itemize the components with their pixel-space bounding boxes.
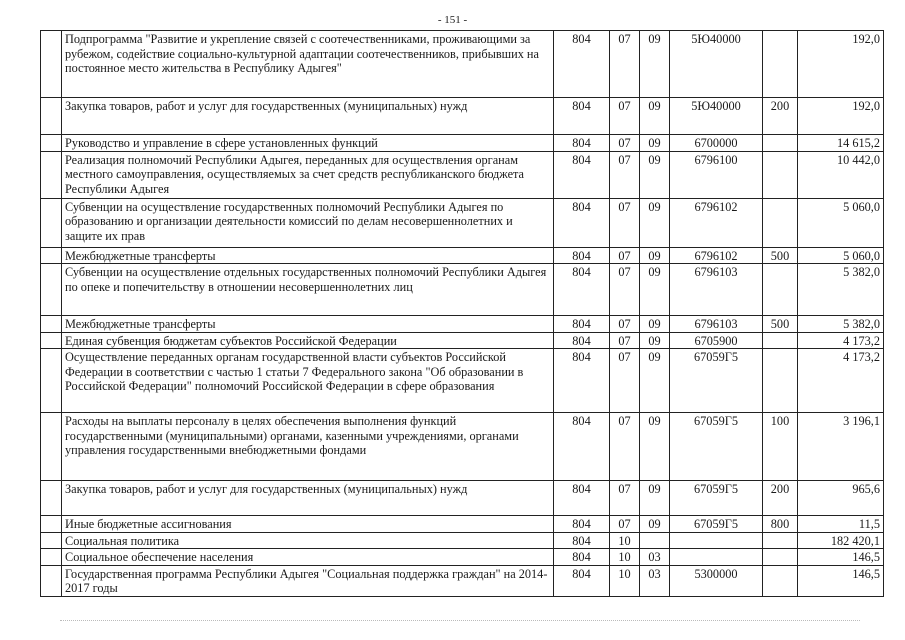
row-expense-type [763, 135, 798, 152]
row-amount: 3 196,1 [798, 413, 884, 481]
row-name: Государственная программа Республики Адыгея "Социальная поддержка граждан" на 2014-2017 годы [62, 565, 554, 596]
row-blank-cell [41, 151, 62, 198]
row-expense-type [763, 198, 798, 247]
row-blank-cell [41, 565, 62, 596]
row-ministry-code: 804 [554, 532, 610, 549]
row-name: Расходы на выплаты персоналу в целях обеспечения выполнения функций государственными (муниципальными) органами, казенными учреждениями, органами управления государственными внебюджетными фондами [62, 413, 554, 481]
row-expense-type [763, 332, 798, 349]
row-ministry-code: 804 [554, 247, 610, 264]
row-subsection-code [640, 532, 670, 549]
row-expense-type: 200 [763, 98, 798, 135]
row-blank-cell [41, 31, 62, 98]
row-section-code: 07 [610, 151, 640, 198]
row-blank-cell [41, 198, 62, 247]
row-ministry-code: 804 [554, 332, 610, 349]
row-section-code: 10 [610, 532, 640, 549]
row-section-code: 07 [610, 481, 640, 516]
row-section-code: 07 [610, 264, 640, 316]
table-row [41, 316, 884, 333]
row-expense-type: 200 [763, 481, 798, 516]
row-section-code: 07 [610, 247, 640, 264]
row-name: Субвенции на осуществление государственных полномочий Республики Адыгея по образованию и организации деятельности комиссий по делам несовершеннолетних и защите их прав [62, 198, 554, 247]
row-target-article: 67059Г5 [670, 413, 763, 481]
row-subsection-code: 09 [640, 264, 670, 316]
table-row [41, 31, 884, 98]
row-target-article: 6705900 [670, 332, 763, 349]
row-expense-type: 500 [763, 316, 798, 333]
row-expense-type: 800 [763, 516, 798, 533]
row-subsection-code: 09 [640, 135, 670, 152]
row-name: Субвенции на осуществление отдельных государственных полномочий Республики Адыгея по опеке и попечительству в отношении несовершеннолетних лиц [62, 264, 554, 316]
row-name: Социальная политика [62, 532, 554, 549]
row-subsection-code: 09 [640, 349, 670, 413]
row-target-article: 6796103 [670, 316, 763, 333]
row-section-code: 07 [610, 413, 640, 481]
row-amount: 11,5 [798, 516, 884, 533]
row-expense-type [763, 532, 798, 549]
row-amount: 5 060,0 [798, 198, 884, 247]
row-section-code: 07 [610, 31, 640, 98]
row-amount: 182 420,1 [798, 532, 884, 549]
row-amount: 965,6 [798, 481, 884, 516]
row-target-article: 6700000 [670, 135, 763, 152]
row-target-article: 5300000 [670, 565, 763, 596]
row-name: Межбюджетные трансферты [62, 316, 554, 333]
row-expense-type: 100 [763, 413, 798, 481]
row-amount: 192,0 [798, 31, 884, 98]
row-ministry-code: 804 [554, 198, 610, 247]
row-amount: 14 615,2 [798, 135, 884, 152]
budget-table [40, 30, 884, 597]
row-subsection-code: 09 [640, 413, 670, 481]
row-target-article: 5Ю40000 [670, 31, 763, 98]
row-amount: 192,0 [798, 98, 884, 135]
row-section-code: 07 [610, 135, 640, 152]
row-name: Социальное обеспечение населения [62, 549, 554, 566]
row-amount: 5 060,0 [798, 247, 884, 264]
row-expense-type [763, 264, 798, 316]
row-blank-cell [41, 413, 62, 481]
table-row [41, 198, 884, 247]
table-row [41, 549, 884, 566]
row-expense-type [763, 565, 798, 596]
row-blank-cell [41, 481, 62, 516]
table-row [41, 516, 884, 533]
row-ministry-code: 804 [554, 31, 610, 98]
table-row [41, 135, 884, 152]
row-blank-cell [41, 264, 62, 316]
row-amount: 146,5 [798, 549, 884, 566]
row-section-code: 10 [610, 549, 640, 566]
table-row [41, 247, 884, 264]
row-ministry-code: 804 [554, 316, 610, 333]
row-target-article [670, 549, 763, 566]
table-row [41, 413, 884, 481]
row-blank-cell [41, 247, 62, 264]
row-section-code: 07 [610, 516, 640, 533]
row-ministry-code: 804 [554, 349, 610, 413]
row-name: Межбюджетные трансферты [62, 247, 554, 264]
row-subsection-code: 09 [640, 516, 670, 533]
row-section-code: 10 [610, 565, 640, 596]
row-target-article: 6796100 [670, 151, 763, 198]
row-subsection-code: 03 [640, 549, 670, 566]
row-name: Иные бюджетные ассигнования [62, 516, 554, 533]
row-amount: 4 173,2 [798, 332, 884, 349]
row-name: Реализация полномочий Республики Адыгея, переданных для осуществления органам местного самоуправления, осуществляемых за счет средств республиканского бюджета Республики Адыгея [62, 151, 554, 198]
row-section-code: 07 [610, 349, 640, 413]
row-name: Закупка товаров, работ и услуг для государственных (муниципальных) нужд [62, 481, 554, 516]
row-blank-cell [41, 98, 62, 135]
row-blank-cell [41, 332, 62, 349]
row-section-code: 07 [610, 98, 640, 135]
row-amount: 146,5 [798, 565, 884, 596]
row-ministry-code: 804 [554, 151, 610, 198]
row-name: Подпрограмма "Развитие и укрепление связей с соотечественниками, проживающими за рубежом, содействие социально-культурной адаптации соотечественников, прибывших на постоянное место жительства в Республику Адыгея" [62, 31, 554, 98]
row-name: Руководство и управление в сфере установленных функций [62, 135, 554, 152]
row-subsection-code: 09 [640, 332, 670, 349]
row-expense-type: 500 [763, 247, 798, 264]
row-expense-type [763, 31, 798, 98]
row-amount: 4 173,2 [798, 349, 884, 413]
table-row [41, 98, 884, 135]
row-amount: 10 442,0 [798, 151, 884, 198]
table-row [41, 264, 884, 316]
row-ministry-code: 804 [554, 135, 610, 152]
row-blank-cell [41, 316, 62, 333]
row-ministry-code: 804 [554, 413, 610, 481]
row-blank-cell [41, 135, 62, 152]
row-target-article [670, 532, 763, 549]
row-target-article: 67059Г5 [670, 481, 763, 516]
row-ministry-code: 804 [554, 516, 610, 533]
row-ministry-code: 804 [554, 264, 610, 316]
row-section-code: 07 [610, 316, 640, 333]
page-bottom-edge [60, 620, 860, 622]
row-ministry-code: 804 [554, 549, 610, 566]
row-target-article: 6796102 [670, 198, 763, 247]
row-subsection-code: 09 [640, 151, 670, 198]
table-row [41, 565, 884, 596]
row-section-code: 07 [610, 332, 640, 349]
row-expense-type [763, 549, 798, 566]
row-ministry-code: 804 [554, 565, 610, 596]
table-row [41, 349, 884, 413]
row-target-article: 67059Г5 [670, 516, 763, 533]
row-target-article: 6796102 [670, 247, 763, 264]
row-amount: 5 382,0 [798, 316, 884, 333]
row-subsection-code: 09 [640, 481, 670, 516]
row-subsection-code: 09 [640, 198, 670, 247]
row-subsection-code: 09 [640, 31, 670, 98]
row-name: Закупка товаров, работ и услуг для государственных (муниципальных) нужд [62, 98, 554, 135]
row-target-article: 67059Г5 [670, 349, 763, 413]
row-blank-cell [41, 532, 62, 549]
row-name: Единая субвенция бюджетам субъектов Российской Федерации [62, 332, 554, 349]
row-subsection-code: 09 [640, 247, 670, 264]
table-row [41, 332, 884, 349]
table-body [41, 31, 884, 597]
row-subsection-code: 09 [640, 98, 670, 135]
row-name: Осуществление переданных органам государственной власти субъектов Российской Федерации в соответствии с частью 1 статьи 7 Федерального закона "Об образовании в Российской Федерации" полномочий Российской Федерации в сфере образования [62, 349, 554, 413]
row-expense-type [763, 151, 798, 198]
row-ministry-code: 804 [554, 98, 610, 135]
page-number: - 151 - [437, 14, 468, 26]
row-subsection-code: 03 [640, 565, 670, 596]
table-row [41, 151, 884, 198]
row-ministry-code: 804 [554, 481, 610, 516]
row-blank-cell [41, 349, 62, 413]
row-amount: 5 382,0 [798, 264, 884, 316]
row-section-code: 07 [610, 198, 640, 247]
row-blank-cell [41, 549, 62, 566]
row-expense-type [763, 349, 798, 413]
table-row [41, 532, 884, 549]
table-row [41, 481, 884, 516]
row-target-article: 6796103 [670, 264, 763, 316]
row-target-article: 5Ю40000 [670, 98, 763, 135]
row-subsection-code: 09 [640, 316, 670, 333]
row-blank-cell [41, 516, 62, 533]
